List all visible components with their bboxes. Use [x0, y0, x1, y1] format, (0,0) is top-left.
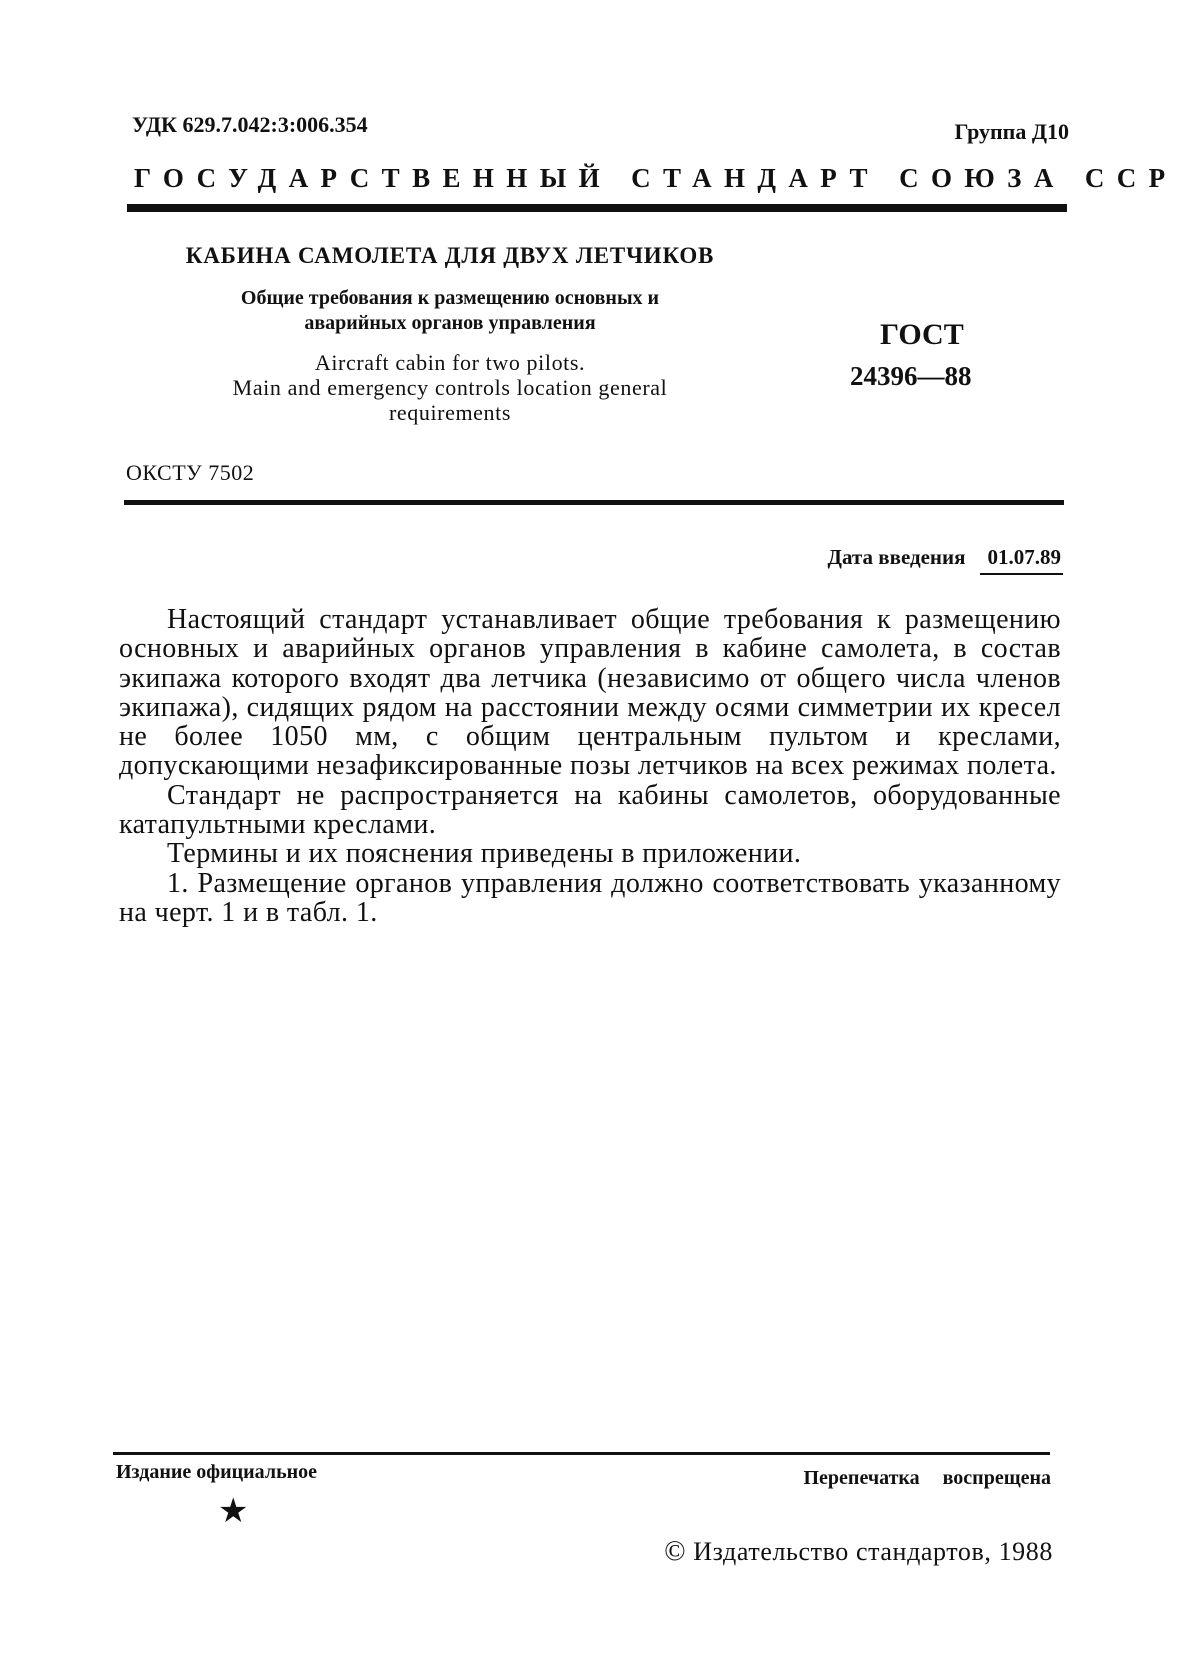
- star-icon: ★: [218, 1493, 249, 1530]
- copyright-notice: [664, 1536, 1053, 1568]
- gost-number: 24396—88: [850, 361, 972, 391]
- header-divider: [127, 204, 1067, 212]
- body-text: [119, 605, 1061, 927]
- official-edition-label: Издание официальное: [116, 1461, 318, 1483]
- paragraph: Настоящий стандарт устанавливает общие требования к размещению основных и аварийных органов управления в кабине самолета, в состав экипажа которого входят два летчика (независимо от общего числа членов экипажа), сидящих рядом на расстоянии между осями симметрии их кресел не более 1050 мм, с общим центральным пультом и креслами, допускающими незафиксированные позы летчиков на всех режимах полета.: [119, 604, 1061, 782]
- copyright-text: Издательство стандартов, 1988: [693, 1537, 1053, 1566]
- group-code: Группа Д10: [954, 119, 1069, 144]
- reprint-notice: Перепечатка воспрещена: [803, 1467, 1051, 1489]
- subtitle-line-1: Общие требования к размещению основных и: [240, 287, 660, 309]
- footer-divider: [113, 1452, 1050, 1455]
- paragraph: Термины и их пояснения приведены в приложении.: [167, 838, 802, 870]
- title-divider: [124, 500, 1064, 505]
- introduction-date: [828, 545, 1063, 575]
- copyright-icon: ©: [664, 1536, 687, 1567]
- paragraph: Стандарт не распространяется на кабины самолетов, оборудованные катапультными креслами.: [119, 779, 1061, 841]
- document-title: КАБИНА САМОЛЕТА ДЛЯ ДВУХ ЛЕТЧИКОВ: [185, 243, 715, 268]
- state-standard-header: ГОСУДАРСТВЕННЫЙ СТАНДАРТ СОЮЗА ССР: [134, 163, 1178, 193]
- paragraph: 1. Размещение органов управления должно соответствовать указанному на черт. 1 и в табл. 1.: [119, 867, 1061, 928]
- date-label: Дата введения: [827, 545, 966, 569]
- date-value: 01.07.89: [980, 545, 1064, 575]
- english-title-line-2: Main and emergency controls location general: [232, 375, 668, 400]
- english-title-line-1: Aircraft cabin for two pilots.: [314, 350, 586, 375]
- subtitle-line-2: аварийных органов управления: [304, 312, 596, 334]
- document-subtitle: [150, 286, 750, 336]
- gost-label: ГОСТ: [880, 318, 964, 351]
- udk-code: УДК 629.7.042:3:006.354: [132, 112, 368, 137]
- okstu-code: ОКСТУ 7502: [126, 460, 255, 485]
- english-title-line-3: requirements: [388, 400, 512, 425]
- english-title: [150, 350, 750, 425]
